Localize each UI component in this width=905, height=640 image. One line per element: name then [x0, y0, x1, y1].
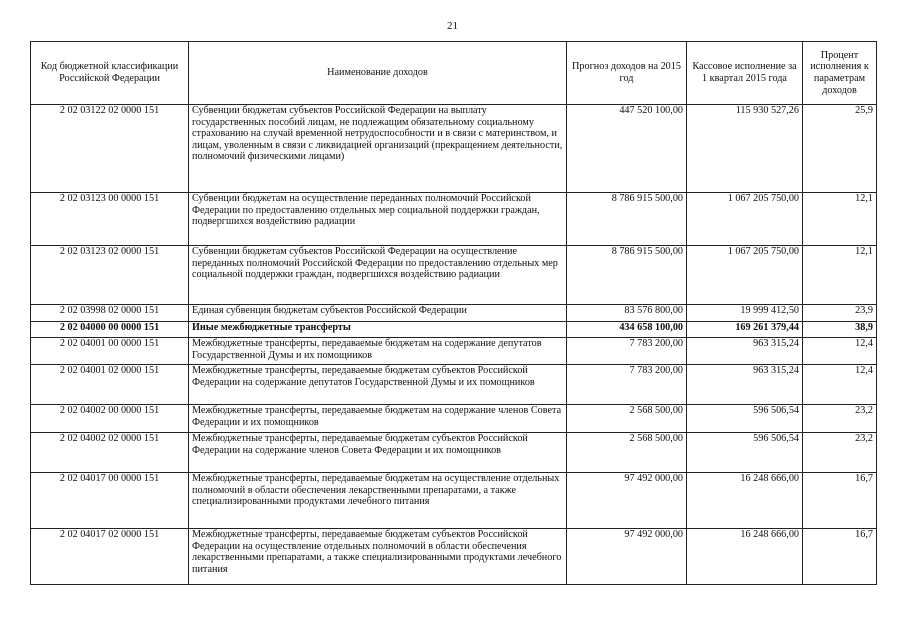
row-name: Межбюджетные трансферты, передаваемые бюджетам субъектов Российской Федерации на содержание депутатов Государственной Думы и их помощников — [189, 365, 567, 405]
row-execution: 16 248 666,00 — [687, 529, 803, 585]
row-code: 2 02 03123 02 0000 151 — [31, 246, 189, 305]
row-percent: 23,9 — [803, 305, 877, 322]
row-name: Межбюджетные трансферты, передаваемые бюджетам на осуществление отдельных полномочий в области обеспечения лекарственными препаратами, а также специализированными продуктами лечебного питания — [189, 473, 567, 529]
row-forecast: 2 568 500,00 — [567, 405, 687, 433]
row-code: 2 02 03998 02 0000 151 — [31, 305, 189, 322]
row-name: Субвенции бюджетам на осуществление переданных полномочий Российской Федерации по предоставлению отдельных мер социальной поддержки граждан, подвергшихся воздействию радиации — [189, 193, 567, 246]
row-forecast: 7 783 200,00 — [567, 338, 687, 365]
table-row — [31, 105, 877, 193]
row-execution: 16 248 666,00 — [687, 473, 803, 529]
table-row — [31, 246, 877, 305]
row-execution: 596 506,54 — [687, 433, 803, 473]
table-row-total — [31, 322, 877, 338]
table-row — [31, 433, 877, 473]
row-name: Межбюджетные трансферты, передаваемые бюджетам субъектов Российской Федерации на содержание членов Совета Федерации и их помощников — [189, 433, 567, 473]
row-execution: 596 506,54 — [687, 405, 803, 433]
row-execution: 1 067 205 750,00 — [687, 246, 803, 305]
row-execution: 1 067 205 750,00 — [687, 193, 803, 246]
header-row — [31, 42, 877, 105]
table-row — [31, 529, 877, 585]
header-name: Наименование доходов — [189, 42, 567, 105]
row-percent: 25,9 — [803, 105, 877, 193]
row-code: 2 02 03122 02 0000 151 — [31, 105, 189, 193]
table-row — [31, 405, 877, 433]
row-forecast: 7 783 200,00 — [567, 365, 687, 405]
table-row — [31, 365, 877, 405]
row-percent: 16,7 — [803, 529, 877, 585]
row-name: Межбюджетные трансферты, передаваемые бюджетам субъектов Российской Федерации на осуществление отдельных полномочий в области обеспечения лекарственными препаратами, а также специализированными продуктами лечебного питания — [189, 529, 567, 585]
row-execution: 169 261 379,44 — [687, 322, 803, 338]
row-code: 2 02 04002 00 0000 151 — [31, 405, 189, 433]
row-name: Иные межбюджетные трансферты — [189, 322, 567, 338]
row-percent: 12,4 — [803, 365, 877, 405]
row-code: 2 02 04001 00 0000 151 — [31, 338, 189, 365]
row-code: 2 02 04001 02 0000 151 — [31, 365, 189, 405]
row-execution: 19 999 412,50 — [687, 305, 803, 322]
row-forecast: 8 786 915 500,00 — [567, 193, 687, 246]
row-name: Единая субвенция бюджетам субъектов Российской Федерации — [189, 305, 567, 322]
row-percent: 23,2 — [803, 433, 877, 473]
row-percent: 38,9 — [803, 322, 877, 338]
row-percent: 16,7 — [803, 473, 877, 529]
row-forecast: 97 492 000,00 — [567, 529, 687, 585]
row-forecast: 2 568 500,00 — [567, 433, 687, 473]
row-forecast: 83 576 800,00 — [567, 305, 687, 322]
row-code: 2 02 04002 02 0000 151 — [31, 433, 189, 473]
row-forecast: 447 520 100,00 — [567, 105, 687, 193]
table-row — [31, 305, 877, 322]
row-name: Межбюджетные трансферты, передаваемые бюджетам на содержание членов Совета Федерации и их помощников — [189, 405, 567, 433]
header-forecast: Прогноз доходов на 2015 год — [567, 42, 687, 105]
row-percent: 23,2 — [803, 405, 877, 433]
header-percent: Процент исполнения к параметрам доходов — [803, 42, 877, 105]
row-percent: 12,1 — [803, 246, 877, 305]
header-execution: Кассовое исполнение за 1 квартал 2015 года — [687, 42, 803, 105]
table-row — [31, 473, 877, 529]
table-row — [31, 193, 877, 246]
header-code: Код бюджетной классификации Российской Федерации — [31, 42, 189, 105]
row-forecast: 434 658 100,00 — [567, 322, 687, 338]
row-name: Межбюджетные трансферты, передаваемые бюджетам на содержание депутатов Государственной Думы и их помощников — [189, 338, 567, 365]
page-number: 21 — [447, 20, 458, 32]
row-code: 2 02 04017 02 0000 151 — [31, 529, 189, 585]
row-code: 2 02 04000 00 0000 151 — [31, 322, 189, 338]
row-name: Субвенции бюджетам субъектов Российской Федерации на выплату государственных пособий лицам, не подлежащим обязательному социальному страхованию на случай временной нетрудоспособности и в связи с материнством, и лицам, уволенным в связи с ликвидацией организаций (прекращением деятельности, полномочий физическими лицами) — [189, 105, 567, 193]
row-execution: 115 930 527,26 — [687, 105, 803, 193]
row-execution: 963 315,24 — [687, 338, 803, 365]
row-percent: 12,1 — [803, 193, 877, 246]
row-name: Субвенции бюджетам субъектов Российской Федерации на осуществление переданных полномочий Российской Федерации по предоставлению отдельных мер социальной поддержки граждан, подвергшихся воздействию радиации — [189, 246, 567, 305]
revenue-table — [30, 41, 877, 585]
row-execution: 963 315,24 — [687, 365, 803, 405]
table-row — [31, 338, 877, 365]
row-forecast: 8 786 915 500,00 — [567, 246, 687, 305]
row-forecast: 97 492 000,00 — [567, 473, 687, 529]
row-code: 2 02 04017 00 0000 151 — [31, 473, 189, 529]
row-code: 2 02 03123 00 0000 151 — [31, 193, 189, 246]
row-percent: 12,4 — [803, 338, 877, 365]
